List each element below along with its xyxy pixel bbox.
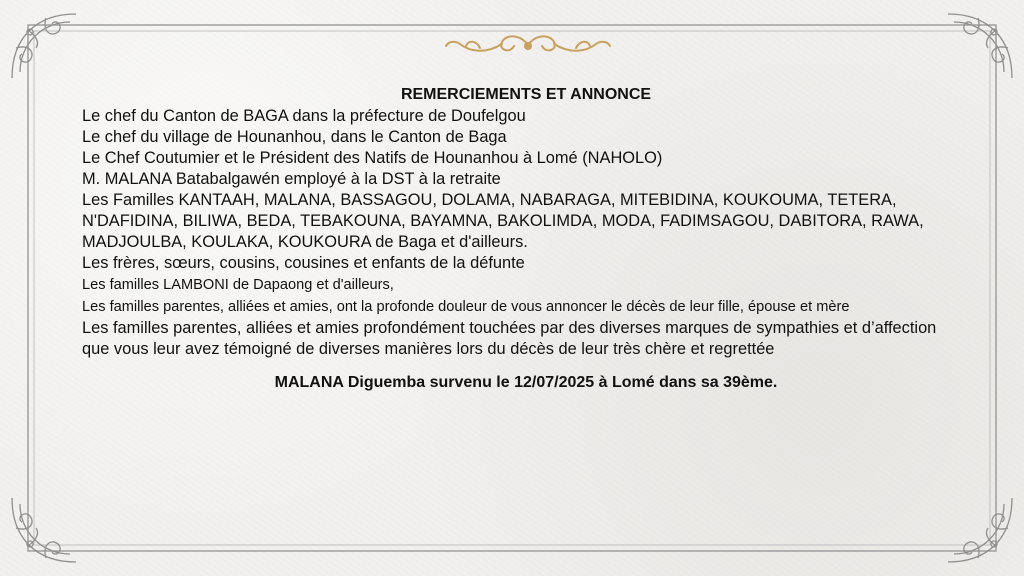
announcement-paragraph: Les familles parentes, alliées et amies, ont la profonde douleur de vous annoncer le décès de leur fille, épouse et mère — [82, 299, 850, 315]
announcement-line: Les frères, sœurs, cousins, cousines et enfants de la défunte — [82, 254, 525, 272]
announcement-line: Les familles LAMBONI de Dapaong et d'ailleurs, — [82, 277, 394, 293]
announcement-body — [82, 84, 962, 394]
document-title: REMERCIEMENTS ET ANNONCE — [400, 86, 652, 103]
corner-flourish-icon — [944, 494, 1018, 568]
deceased-announcement: MALANA Diguemba survenu le 12/07/2025 à Lomé dans sa 39ème. — [274, 374, 778, 391]
thanks-paragraph: Les familles parentes, alliées et amies profondément touchées par des diverses marques de sympathies et d’affection que vous leur avez témoigné de diverses manières lors du décès de leur très chère et regrettée — [82, 319, 937, 358]
announcement-line: Le chef du Canton de BAGA dans la préfecture de Doufelgou — [82, 107, 526, 125]
announcement-line: M. MALANA Batabalgawén employé à la DST à la retraite — [82, 170, 501, 188]
announcement-line: Le Chef Coutumier et le Président des Natifs de Hounanhou à Lomé (NAHOLO) — [82, 149, 663, 167]
announcement-line: Le chef du village de Hounanhou, dans le Canton de Baga — [82, 128, 507, 146]
corner-flourish-icon — [6, 8, 80, 82]
families-paragraph: Les Familles KANTAAH, MALANA, BASSAGOU, DOLAMA, NABARAGA, MITEBIDINA, KOUKOUMA, TETERA, N'DAFIDINA, BILIWA, BEDA, TEBAKOUNA, BAYAMNA, BAKOLIMDA, MODA, FADIMSAGOU, DABITORA, RAWA, MADJOULBA, KOULAKA, KOUKOURA de Baga et d'ailleurs. — [82, 191, 924, 251]
gold-ornament-icon — [440, 30, 616, 60]
corner-flourish-icon — [944, 8, 1018, 82]
corner-flourish-icon — [6, 494, 80, 568]
